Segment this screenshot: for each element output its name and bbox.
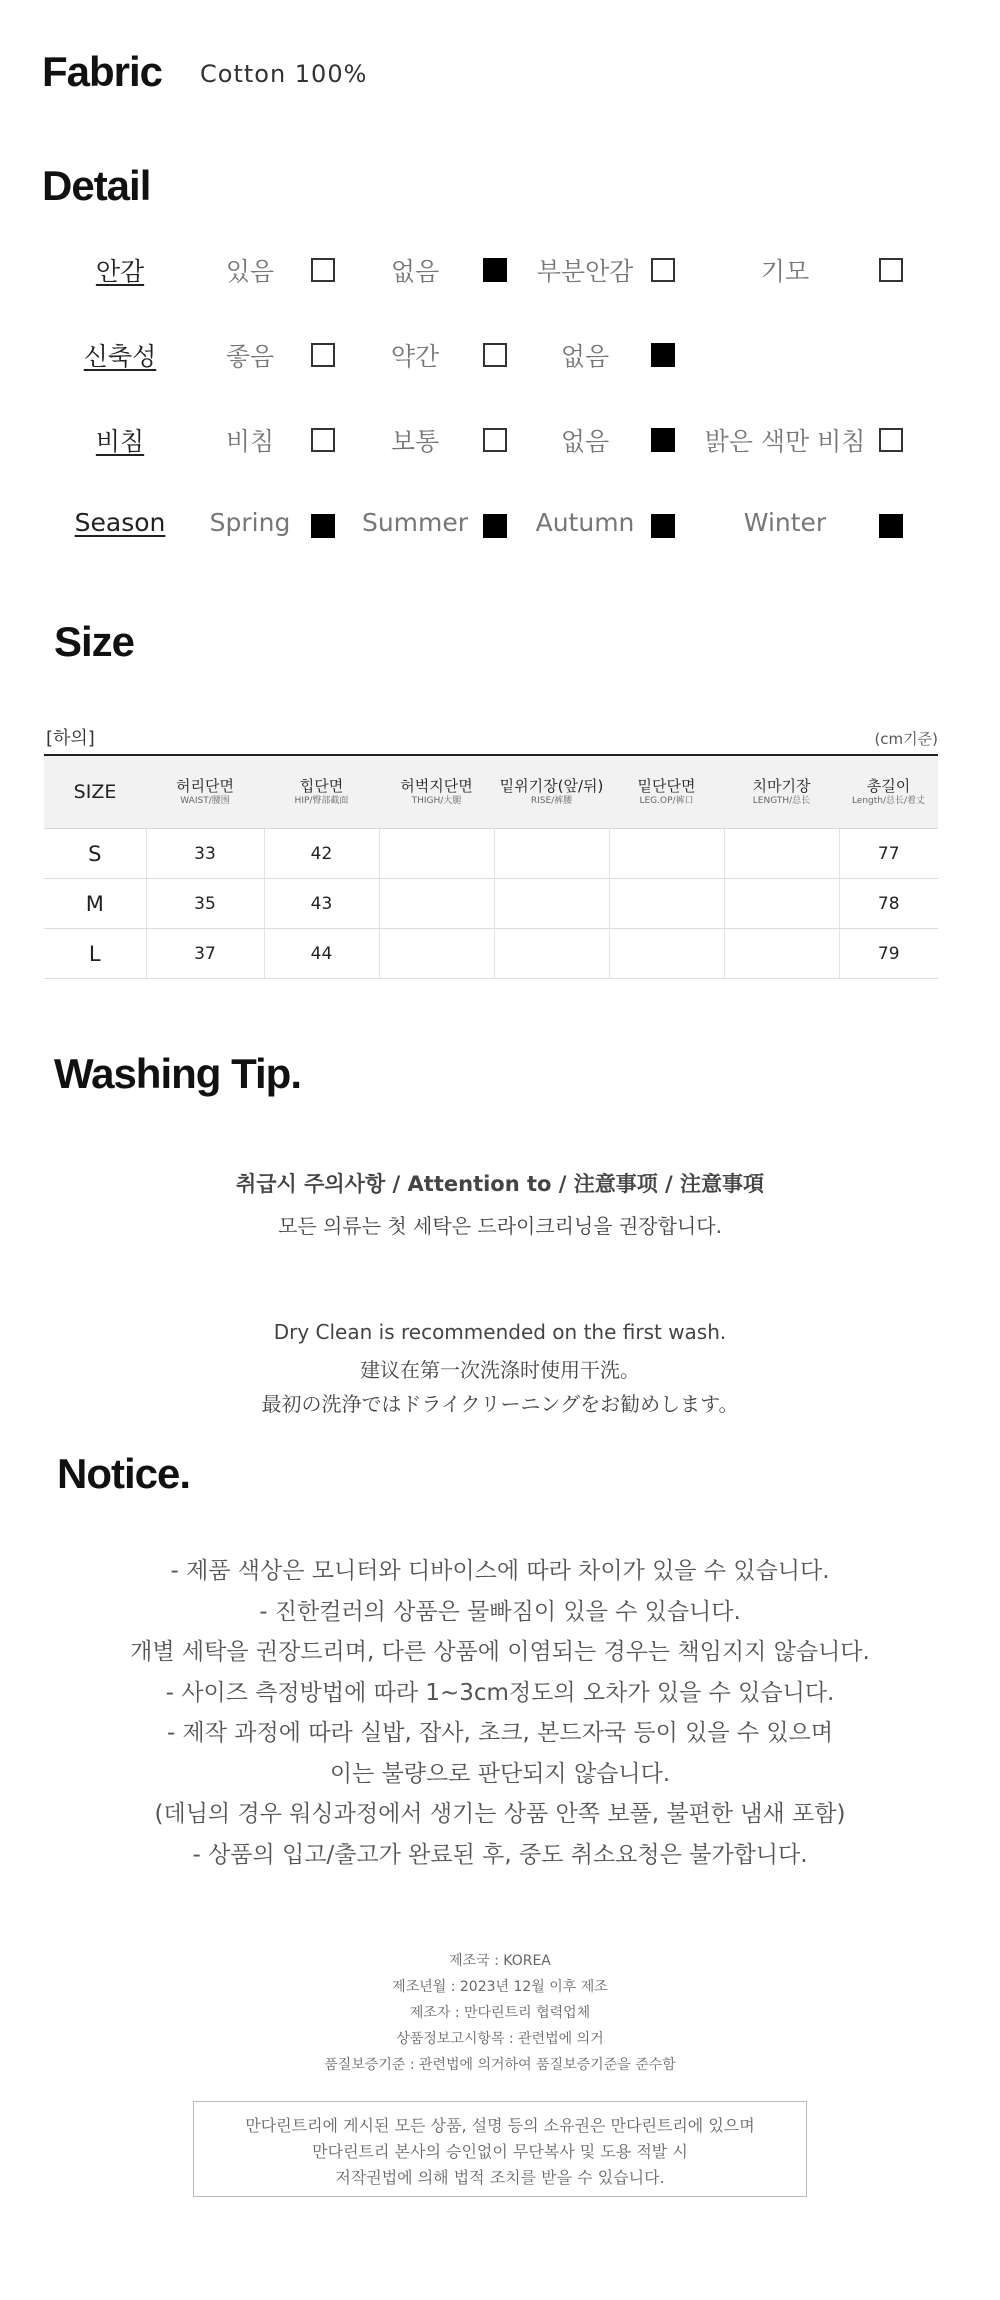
size-cell <box>494 929 609 979</box>
size-header-sub: LENGTH/总长 <box>752 796 811 806</box>
size-header-label: 치마기장 <box>752 777 811 795</box>
size-cell: 77 <box>839 829 938 879</box>
footer-line: 제조자 : 만다린트리 협력업체 <box>409 2005 591 2021</box>
size-header-cell <box>839 755 938 829</box>
copyright-line: 저작권법에 의해 법적 조치를 받을 수 있습니다. <box>335 2168 665 2187</box>
detail-option-checkbox <box>879 428 903 452</box>
detail-option-label: 없음 <box>560 342 610 371</box>
notice-line: - 진한컬러의 상품은 물빠짐이 있을 수 있습니다. <box>259 1598 741 1625</box>
size-cell <box>609 929 724 979</box>
detail-row-label: Season <box>74 508 166 537</box>
size-cell <box>724 829 839 879</box>
size-header-sub: HIP/臀部截面 <box>294 796 349 806</box>
detail-option-label: Winter <box>743 508 827 537</box>
size-cell <box>724 929 839 979</box>
size-cell <box>379 879 494 929</box>
size-header-label: 힙단면 <box>299 777 344 795</box>
size-cell: 79 <box>839 929 938 979</box>
notice-title: Notice. <box>57 1450 191 1497</box>
detail-row <box>0 422 1000 462</box>
table-row <box>44 829 938 879</box>
notice-line: - 제작 과정에 따라 실밥, 잡사, 초크, 본드자국 등이 있을 수 있으며 <box>166 1720 834 1746</box>
size-cell <box>494 879 609 929</box>
detail-option-label: 기모 <box>760 257 810 286</box>
fabric-title: Fabric <box>42 48 163 95</box>
footer-line: 제조국 : KOREA <box>449 1953 551 1969</box>
footer-line: 제조년월 : 2023년 12월 이후 제조 <box>392 1979 608 1995</box>
size-header-cell <box>724 755 839 829</box>
notice-line: - 사이즈 측정방법에 따라 1~3cm정도의 오차가 있을 수 있습니다. <box>165 1679 835 1706</box>
size-cell: M <box>44 879 146 929</box>
size-table-header <box>44 755 938 829</box>
detail-option-checkbox <box>651 428 675 452</box>
detail-row-label: 신축성 <box>83 342 157 371</box>
detail-option-label: 부분안감 <box>536 257 634 286</box>
detail-option-label: Summer <box>361 508 469 537</box>
size-header-label: 밑단단면 <box>637 777 696 795</box>
size-cell <box>379 929 494 979</box>
footer-line: 품질보증기준 : 관련법에 의거하여 품질보증기준을 준수함 <box>324 2057 676 2073</box>
notice-line: (데님의 경우 워싱과정에서 생기는 상품 안쪽 보풀, 불편한 냄새 포함) <box>154 1801 846 1827</box>
size-unit: (cm기준) <box>874 730 938 748</box>
fabric-value: Cotton 100% <box>200 60 368 88</box>
size-header-label: 총길이 <box>866 777 911 795</box>
size-header-sub: Length/总长/着丈 <box>851 796 926 806</box>
notice-line: 개별 세탁을 권장드리며, 다른 상품에 이염되는 경우는 책임지지 않습니다. <box>130 1639 870 1665</box>
size-cell <box>609 829 724 879</box>
detail-option-label: 있음 <box>225 257 275 286</box>
detail-option-label: 밝은 색만 비침 <box>704 427 866 456</box>
notice-line: - 상품의 입고/출고가 완료된 후, 중도 취소요청은 불가합니다. <box>192 1841 808 1868</box>
size-header-cell <box>379 755 494 829</box>
detail-option-checkbox <box>651 343 675 367</box>
detail-option-checkbox <box>879 514 903 538</box>
size-cell: L <box>44 929 146 979</box>
size-cell: 35 <box>146 879 264 929</box>
copyright-box <box>193 2101 807 2197</box>
detail-option-checkbox <box>879 258 903 282</box>
detail-option-checkbox <box>651 258 675 282</box>
size-cell: 78 <box>839 879 938 929</box>
washing-line-ko: 모든 의류는 첫 세탁은 드라이크리닝을 권장합니다. <box>278 1214 722 1238</box>
washing-line-zh: 建议在第一次洗涤时使用干洗。 <box>360 1358 640 1382</box>
detail-row-label: 안감 <box>95 257 145 286</box>
notice-line: - 제품 색상은 모니터와 디바이스에 따라 차이가 있을 수 있습니다. <box>170 1558 830 1584</box>
size-header-label: 허벅지단면 <box>400 777 473 795</box>
detail-option-checkbox <box>651 514 675 538</box>
washing-line-en: Dry Clean is recommended on the first wash. <box>273 1320 727 1344</box>
table-row <box>44 929 938 979</box>
detail-option-label: 좋음 <box>225 342 275 371</box>
detail-option-label: Autumn <box>535 508 635 537</box>
size-header-label: SIZE <box>73 781 117 803</box>
detail-row <box>0 252 1000 292</box>
size-cell <box>379 829 494 879</box>
size-cell: 43 <box>264 879 379 929</box>
copyright-line: 만다린트리 본사의 승인없이 무단복사 및 도용 적발 시 <box>312 2142 688 2161</box>
detail-option-label: 비침 <box>225 427 275 456</box>
detail-option-label: 보통 <box>390 427 440 456</box>
notice-line: 이는 불량으로 판단되지 않습니다. <box>329 1760 671 1787</box>
size-header-cell <box>44 755 146 829</box>
washing-line-ja: 最初の洗浄ではドライクリーニングをお勧めします。 <box>261 1392 739 1416</box>
size-header-label: 밑위기장(앞/뒤) <box>499 777 604 795</box>
detail-option-label: 없음 <box>390 257 440 286</box>
footer-line: 상품정보고시항목 : 관련법에 의거 <box>396 2031 604 2047</box>
detail-row-label: 비침 <box>95 427 145 456</box>
table-row <box>44 879 938 929</box>
size-header-cell <box>146 755 264 829</box>
size-header-sub: WAIST/腰围 <box>180 796 230 806</box>
detail-row <box>0 337 1000 377</box>
size-cell <box>724 879 839 929</box>
size-header-cell <box>264 755 379 829</box>
size-cell <box>609 879 724 929</box>
copyright-line: 만다린트리에 게시된 모든 상품, 설명 등의 소유권은 만다린트리에 있으며 <box>245 2116 755 2135</box>
size-cell: 33 <box>146 829 264 879</box>
size-table <box>44 754 938 979</box>
size-header-sub: LEG.OP/裤口 <box>639 796 694 806</box>
size-header-cell <box>609 755 724 829</box>
size-caption: [하의] <box>46 728 95 749</box>
size-cell: 37 <box>146 929 264 979</box>
size-cell: S <box>44 829 146 879</box>
washing-title: Washing Tip. <box>54 1050 301 1097</box>
detail-option-label: 없음 <box>560 427 610 456</box>
size-table-body <box>44 829 938 979</box>
detail-option-label: Spring <box>209 508 291 537</box>
washing-heading: 취급시 주의사항 / Attention to / 注意事项 / 注意事項 <box>235 1172 765 1196</box>
size-header-sub: THIGH/大腿 <box>411 796 462 806</box>
size-cell <box>494 829 609 879</box>
size-header-sub: RISE/裤腰 <box>530 796 573 806</box>
size-title: Size <box>54 618 135 665</box>
detail-row <box>0 508 1000 548</box>
detail-option-label: 약간 <box>390 342 440 371</box>
size-header-label: 허리단면 <box>176 777 234 795</box>
size-cell: 44 <box>264 929 379 979</box>
detail-title: Detail <box>42 162 151 209</box>
size-header-cell <box>494 755 609 829</box>
size-cell: 42 <box>264 829 379 879</box>
